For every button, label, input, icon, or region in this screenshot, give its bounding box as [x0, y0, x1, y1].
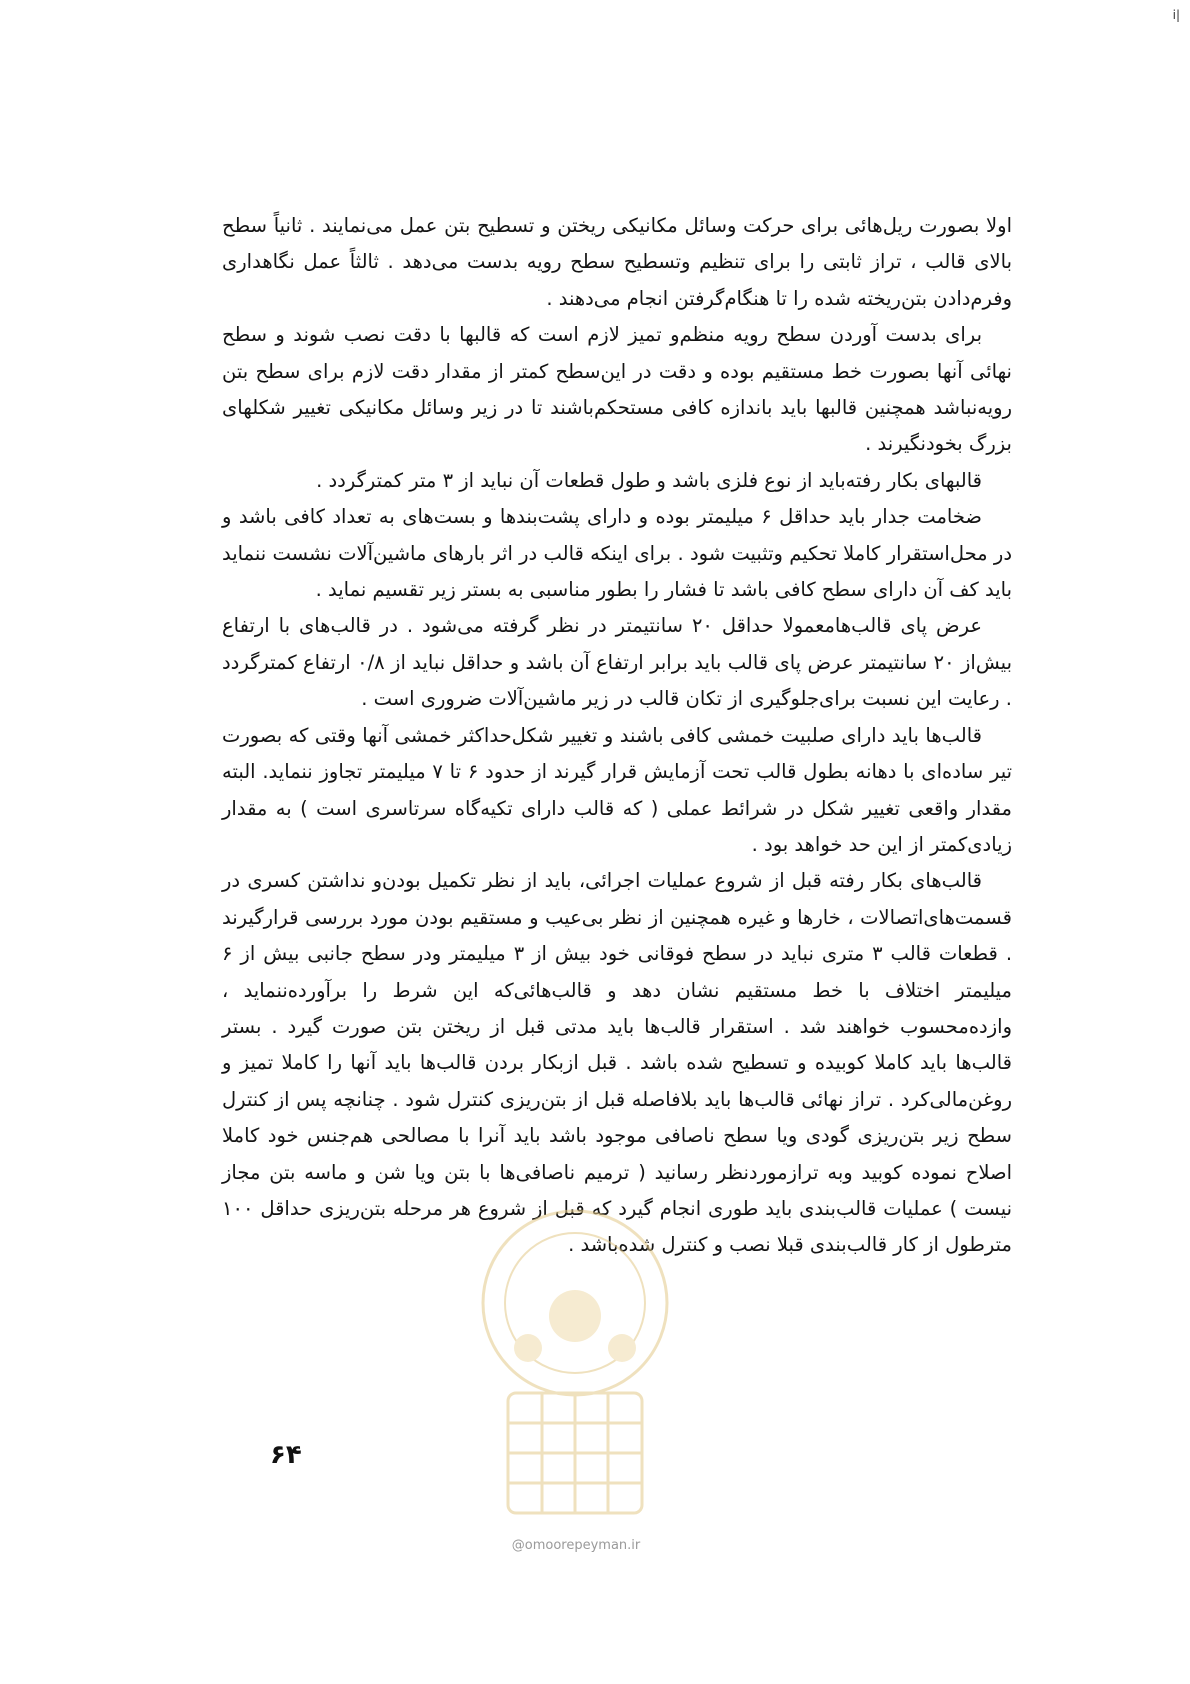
watermark-url: @omoorepeyman.ir — [511, 1538, 641, 1553]
paragraph-7: قالب‌های بکار رفته قبل از شروع عملیات اجرائی، باید از نظر تکمیل بودن‌و نداشتن کسری در قسمت‌های‌اتصالات ، خارها و غیره همچنین از نظر بی‌عیب و مستقیم بودن مورد بررسی قرار‌گیرند . قطعات قالب ۳ متری نباید در سطح فوقانی خود بیش از ۳ میلیمتر ودر سطح جانبی بیش از ۶ میلیمتر اختلاف با خط مستقیم نشان دهد و قالب‌هائی‌که این شرط را برآورده‌ننماید ، وازده‌محسوب خواهند شد . استقرار قالب‌ها باید مدتی قبل از ریختن بتن صورت گیرد . بستر قالب‌ها باید کاملا کوبیده و تسطیح شده باشد . قبل ازبکار بردن قالب‌ها باید آنها را کاملا تمیز و روغن‌مالی‌کرد . تراز نهائی قالب‌ها باید بلافاصله قبل از بتن‌ریزی کنترل شود . چنانچه پس از کنترل سطح زیر بتن‌ریزی گودی ویا سطح ناصافی موجود باشد باید آنرا با مصالحی هم‌جنس خود کاملا اصلاح نموده کوبید وبه تراز‌موردنظر رسانید ( ترمیم ناصافی‌ها با بتن ویا شن و ماسه بتن مجاز نیست ) عملیات قالب‌بندی باید طوری انجام گیرد که قبل از شروع هر مرحله بتن‌ریزی حداقل ۱۰۰ مترطول از کار قالب‌بندی قبلا نصب و کنترل شده‌باشد . — [222, 869, 1013, 1257]
paragraph-6: قالب‌ها باید دارای صلبیت خمشی کافی باشند و تغییر شکل‌حداکثر خمشی آنها وقتی که بصورت تیر ساده‌ای با دهانه بطول قالب تحت آزمایش قرار گیرند از حدود ۶ تا ۷ میلیمتر تجاوز ننماید. البته مقدار واقعی تغییر شکل در شرائط عملی ( که قالب دارای تکیه‌گاه سرتاسری است ) به مقدار زیادی‌کمتر از این حد خواهد بود . — [222, 723, 1013, 856]
paragraph-5: عرض پای قالب‌هامعمولا حداقل ۲۰ سانتیمتر در نظر گرفته می‌شود . در قالب‌های با ارتفاع بیش‌از ۲۰ سانتیمتر عرض پای قالب باید برابر ارتفاع آن باشد و حداقل نباید از ۰/۸ ارتفاع کمتر‌گردد . رعایت این نسبت برای‌جلوگیری از تکان قالب در زیر ماشین‌آلات ضروری است . — [222, 614, 1012, 711]
corner-mark: i| — [1172, 8, 1180, 22]
paragraph-3: قالبهای بکار رفته‌باید از نوع فلزی باشد و طول قطعات آن نباید از ۳ متر کمتر‌گردد . — [316, 468, 982, 492]
page-number: ۶۴ — [270, 1440, 302, 1470]
body-text — [222, 208, 1012, 1264]
paragraph-2: برای بدست آوردن سطح رویه منظم‌و تمیز لازم است که قالبها با دقت نصب شوند و سطح نهائی آنها بصورت خط مستقیم بوده و دقت در این‌سطح کمتر از مقدار دقت لازم برای سطح بتن رویه‌نباشد همچنین قالبها باید باندازه کافی مستحکم‌باشند تا در زیر وسائل مکانیکی تغییر شکلهای بزرگ بخودنگیرند . — [222, 323, 1012, 456]
paragraph-4: ضخامت جدار باید حداقل ۶ میلیمتر بوده و دارای پشت‌بندها و بست‌های به تعداد کافی باشد و در محل‌استقرار کاملا تحکیم وتثبیت شود . برای اینکه قالب در اثر بارهای ماشین‌آلات نشست ننماید باید کف آن دارای سطح کافی باشد تا فشار را بطور مناسبی به بستر زیر تقسیم نماید . — [222, 505, 1012, 602]
paragraph-1: اولا بصورت ریل‌هائی برای حرکت وسائل مکانیکی ریختن و تسطیح بتن عمل می‌نمایند . ثانیاً سطح بالای قالب ، تراز ثابتی را برای تنظیم وتسطیح سطح رویه بدست می‌دهد . ثالثاً عمل نگاهداری وفرم‌دادن بتن‌ریخته شده را تا هنگام‌گرفتن انجام می‌دهند . — [222, 214, 1012, 310]
